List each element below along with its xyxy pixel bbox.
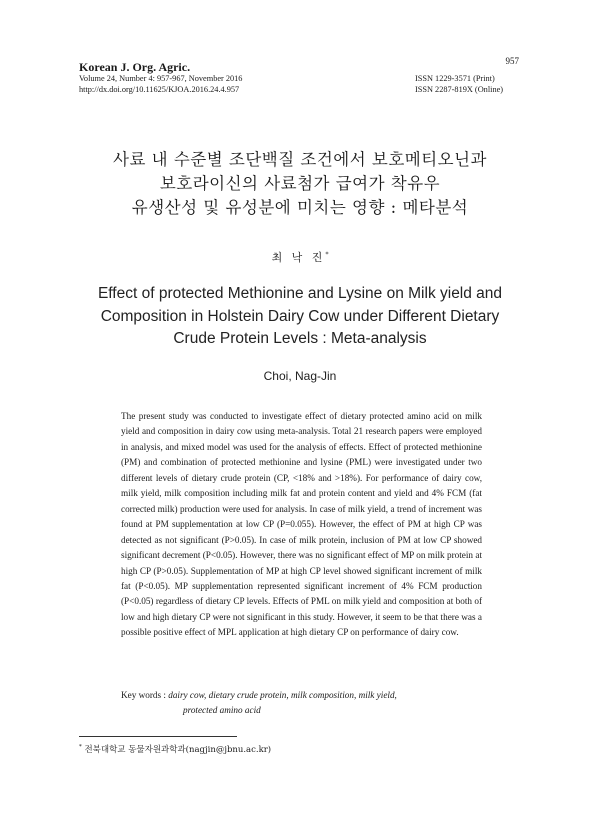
footnote-mark: *: [79, 744, 82, 751]
korean-author: [0, 249, 600, 265]
korean-title-line: 사료 내 수준별 조단백질 조건에서 보호메티오닌과: [113, 150, 487, 169]
korean-title-line: 보호라이신의 사료첨가 급여가 착유우: [159, 174, 441, 193]
english-title-line: Composition in Holstein Dairy Cow under Different Dietary: [100, 307, 500, 325]
korean-title-line: 유생산성 및 유성분에 미치는 영향 : 메타분석: [131, 198, 469, 217]
volume-info: [79, 74, 242, 95]
keywords-line: protected amino acid: [183, 705, 261, 716]
issn-print: ISSN 1229-3571 (Print): [415, 74, 495, 83]
keywords-label: Key words :: [121, 690, 169, 700]
keywords-line: dairy cow, dietary crude protein, milk composition, milk yield,: [168, 690, 397, 700]
english-author: Choi, Nag-Jin: [263, 369, 337, 383]
english-title-line: Effect of protected Methionine and Lysine on Milk yield and: [97, 285, 503, 302]
abstract: The present study was conducted to investigate effect of dietary protected amino acid on milk yield and composition in dairy cow using meta-analysis. Total 21 research papers were employed in analysis, and mixed model was used for the analysis of effects. Effect of protected methionine (PM) and combination of protected methionine and lysine (PML) were investigated under two different levels of dietary crude protein (CP, <18% and >18%). For performance of dairy cow, milk yield, milk composition including milk fat and protein content and yield and 4% FCM (fat corrected milk) production were used for analysis. In case of milk yield, a trend of increment was found at PM supplementation at low CP (P=0.055). However, the effect of PM at high CP was detected as not significant (P>0.05). In case of milk protein, inclusion of PM at low CP showed significant decrement (P<0.05). However, there was no significant effect of MP on milk protein at high CP (P>0.05). Supplementation of MP at high CP level showed significant increment of milk fat (P<0.05). MP supplementation represented significant increment of 4% FCM production (P<0.05) regardless of dietary CP levels. Effects of PML on milk yield and composition at both of low and high dietary CP were not significant in this study. However, it seem to be that there was a possible positive effect of MPL application at high dietary CP on performance of dairy cow.: [121, 411, 482, 638]
issn-online: ISSN 2287-819X (Online): [415, 84, 504, 94]
footnote-divider: [79, 736, 237, 737]
journal-header: [79, 56, 519, 94]
footnote-text: 전북대학교 동물자원과학과(nagjin@jbnu.ac.kr): [81, 745, 272, 755]
korean-author-name: 최 낙 진: [271, 251, 326, 264]
english-title-line: Crude Protein Levels : Meta-analysis: [173, 330, 427, 347]
journal-name: Korean J. Org. Agric.: [79, 60, 191, 74]
english-title: [0, 283, 600, 351]
author-footnote-mark: *: [325, 251, 329, 259]
page-number: 957: [505, 56, 519, 66]
doi-line[interactable]: http://dx.doi.org/10.11625/KJOA.2016.24.4.957: [79, 84, 240, 94]
author-footnote: [79, 743, 271, 755]
volume-line: Volume 24, Number 4: 957-967, November 2016: [79, 74, 243, 83]
keywords: [121, 688, 482, 719]
korean-title: [0, 148, 600, 220]
issn-info: [415, 74, 519, 95]
